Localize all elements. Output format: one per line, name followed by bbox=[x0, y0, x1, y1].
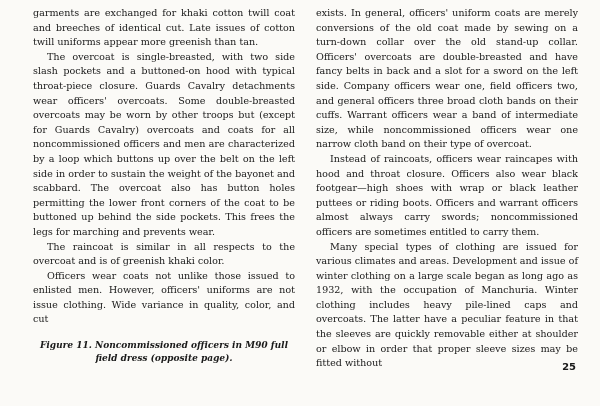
paragraph: Many special types of clothing are issued for various climates and areas. Development and issue of winter clothing on a large scale began as long ago as 1932, with the occupation of Manchuria. Winter clothing includes heavy pile-lined caps and overcoats. The latter have a peculiar feature in that the sleeves are quickly removable either at shoulder or elbow in order that proper sleeve sizes may be fitted without bbox=[316, 241, 578, 370]
paragraph: Instead of raincoats, officers wear raincapes with hood and throat closure. Officers also wear black footgear—high shoes with wrap or black leather puttees or riding boots. Officers and warrant officers almost always carry swords; noncommissioned officers are sometimes entitled to carry them. bbox=[316, 153, 578, 238]
page-number: 25 bbox=[562, 362, 576, 373]
paragraph: The raincoat is similar in all respects to the overcoat and is of greenish khaki color. bbox=[33, 241, 295, 268]
paragraph: The overcoat is single-breasted, with two side slash pockets and a buttoned-on hood with typical throat-piece closure. Guards Cavalry detachments wear officers' overcoats. Some double-breasted overcoats may be worn by other troops but (except for Guards Cavalry) overcoats and coats for all noncommissioned officers and men are characterized by a loop which buttons up over the belt on the left side in order to sustain the weight of the bayonet and scabbard. The overcoat also has button holes permitting the lower front corners of the coat to be buttoned up behind the side pockets. This frees the legs for marching and prevents wear. bbox=[33, 51, 295, 238]
paragraph: garments are exchanged for khaki cotton twill coat and breeches of identical cut. Late issues of cotton twill uniforms appear more greenish than tan. bbox=[33, 8, 295, 49]
figure-caption: Figure 11. Noncommissioned officers in M90 full field dress (opposite page). bbox=[40, 341, 288, 365]
paragraph: Officers wear coats not unlike those issued to enlisted men. However, officers' uniforms are not issue clothing. Wide variance in quality, color, and cut bbox=[33, 270, 295, 326]
left-column bbox=[33, 7, 295, 366]
right-column bbox=[316, 7, 578, 372]
paragraph: exists. In general, officers' uniform coats are merely conversions of the old coat made by sewing on a turn-down collar over the old stand-up collar. Officers' overcoats are double-breasted and have fancy belts in back and a slot for a sword on the left side. Company officers wear one, field officers two, and general officers three broad cloth bands on their cuffs. Warrant officers wear a band of intermediate size, while noncommissioned officers wear one narrow cloth band on their type of overcoat. bbox=[316, 8, 578, 151]
